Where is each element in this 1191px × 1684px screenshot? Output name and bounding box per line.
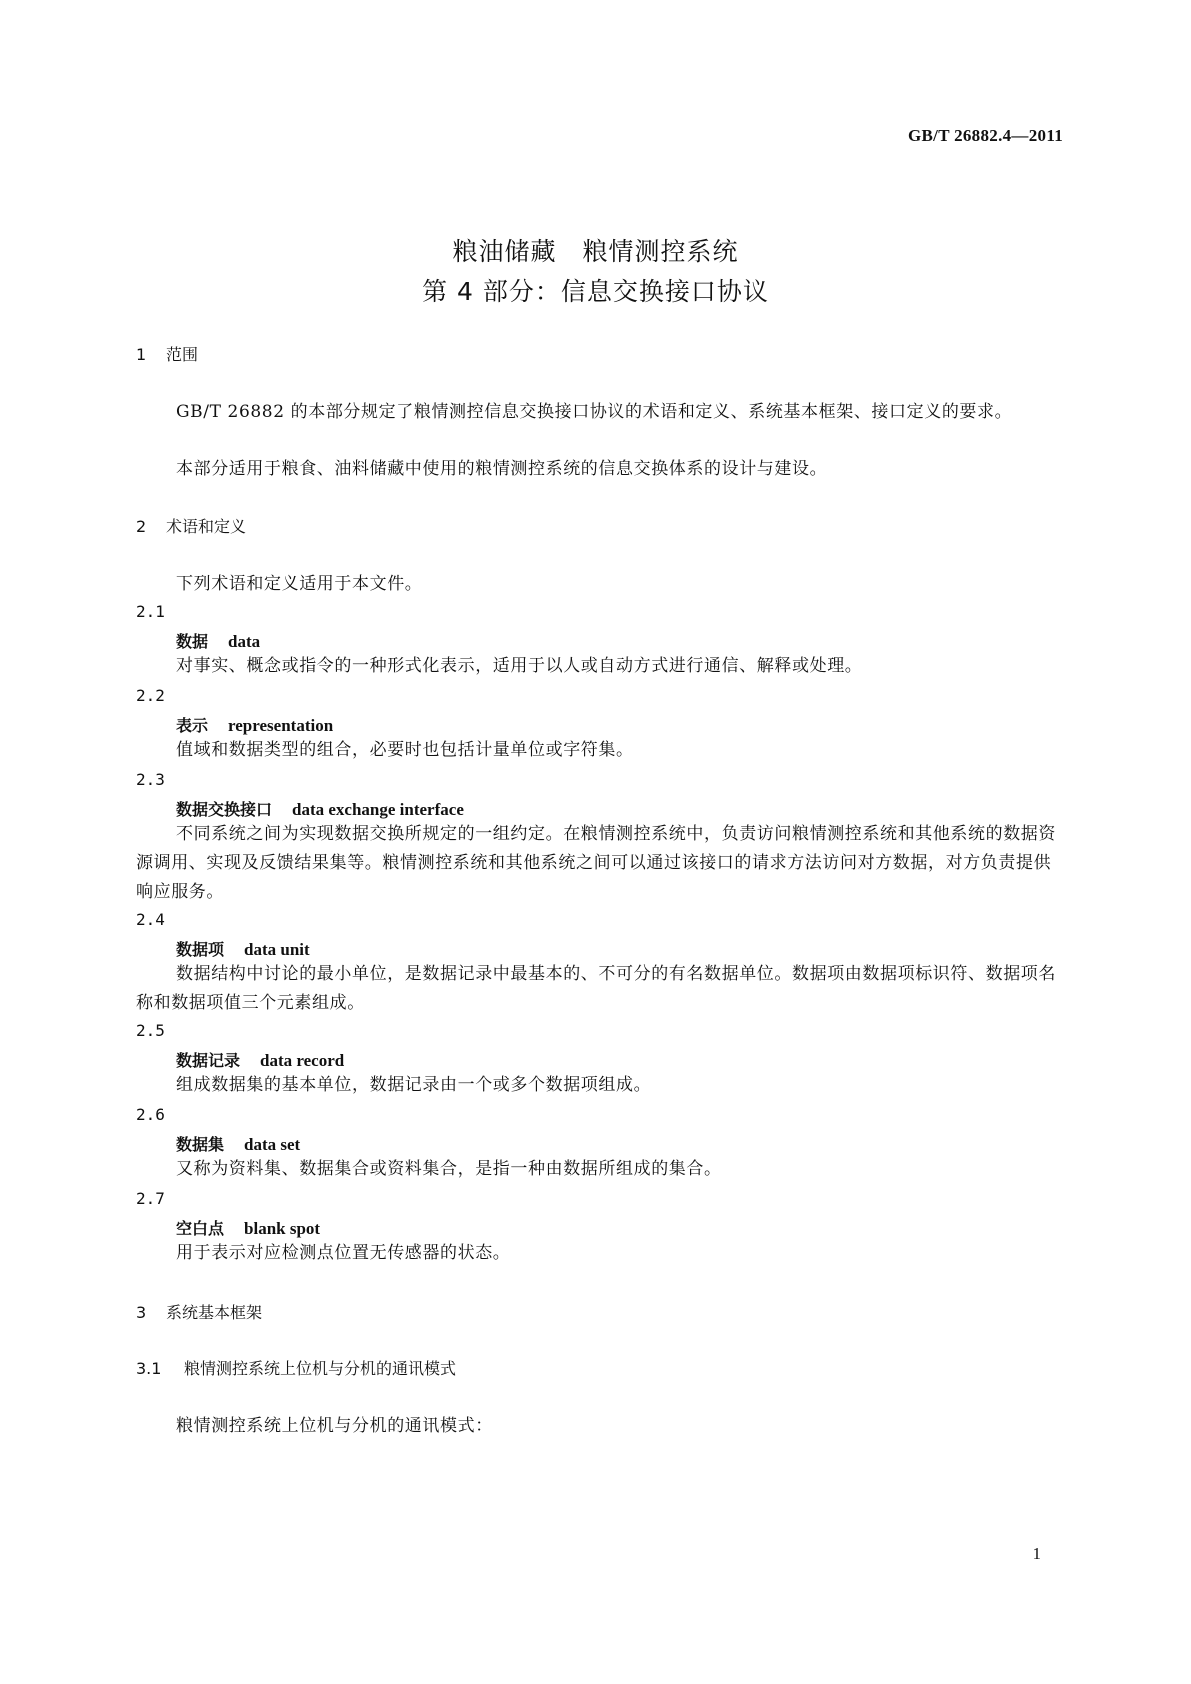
term-number: 2.7 bbox=[136, 1189, 165, 1208]
section-heading-3 bbox=[136, 1300, 262, 1323]
term-definition: 又称为资料集、数据集合或资料集合，是指一种由数据所组成的集合。 bbox=[176, 1159, 722, 1179]
term-name bbox=[176, 797, 464, 820]
section-number: 1 bbox=[136, 345, 147, 364]
section-heading-1 bbox=[136, 342, 198, 365]
page-number: 1 bbox=[1032, 1544, 1041, 1563]
paragraph: 粮情测控系统上位机与分机的通讯模式： bbox=[176, 1416, 493, 1436]
term-number: 2.1 bbox=[136, 602, 165, 621]
term-name-zh: 数据项 bbox=[176, 940, 225, 959]
paragraph: 本部分适用于粮食、油料储藏中使用的粮情测控系统的信息交换体系的设计与建设。 bbox=[176, 459, 828, 479]
section-heading-2 bbox=[136, 514, 246, 537]
term-definition: 对事实、概念或指令的一种形式化表示，适用于以人或自动方式进行通信、解释或处理。 bbox=[176, 656, 863, 676]
section-number: 3 bbox=[136, 1303, 147, 1322]
paragraph: GB/T 26882 的本部分规定了粮情测控信息交换接口协议的术语和定义、系统基本框架、接口定义的要求。 bbox=[176, 402, 1013, 422]
term-definition: 组成数据集的基本单位，数据记录由一个或多个数据项组成。 bbox=[176, 1075, 652, 1095]
term-name-en: data set bbox=[244, 1135, 301, 1154]
term-name-zh: 数据集 bbox=[176, 1135, 225, 1154]
term-name-en: representation bbox=[228, 716, 334, 735]
term-number: 2.4 bbox=[136, 910, 165, 929]
term-name bbox=[176, 1048, 344, 1071]
term-name-en: data record bbox=[260, 1051, 345, 1070]
subsection-heading-3-1 bbox=[136, 1356, 456, 1379]
term-name-zh: 空白点 bbox=[176, 1219, 225, 1238]
term-name-en: data bbox=[228, 632, 261, 651]
term-number: 2.5 bbox=[136, 1021, 165, 1040]
subsection-title: 粮情测控系统上位机与分机的通讯模式 bbox=[184, 1359, 457, 1378]
section-title: 术语和定义 bbox=[166, 517, 247, 536]
subsection-number: 3.1 bbox=[136, 1359, 162, 1378]
section-number: 2 bbox=[136, 517, 147, 536]
term-name-en: blank spot bbox=[244, 1219, 321, 1238]
term-name-zh: 数据记录 bbox=[176, 1051, 241, 1070]
term-name-en: data unit bbox=[244, 940, 310, 959]
document-title-line2: 第 4 部分：信息交换接口协议 bbox=[422, 277, 769, 306]
section-title: 范围 bbox=[166, 345, 199, 364]
term-definition: 数据结构中讨论的最小单位，是数据记录中最基本的、不可分的有名数据单位。数据项由数据项标识符、数据项名称和数据项值三个元素组成。 bbox=[136, 964, 1056, 1013]
term-definition: 值域和数据类型的组合，必要时也包括计量单位或字符集。 bbox=[176, 740, 634, 760]
term-name-zh: 表示 bbox=[176, 716, 209, 735]
term-definition: 用于表示对应检测点位置无传感器的状态。 bbox=[176, 1243, 511, 1263]
term-number: 2.2 bbox=[136, 686, 165, 705]
paragraph: 下列术语和定义适用于本文件。 bbox=[176, 574, 423, 594]
term-name bbox=[176, 1132, 300, 1155]
term-name-zh: 数据 bbox=[176, 632, 209, 651]
term-definition: 不同系统之间为实现数据交换所规定的一组约定。在粮情测控系统中，负责访问粮情测控系统和其他系统的数据资源调用、实现及反馈结果集等。粮情测控系统和其他系统之间可以通过该接口的请求方法访问对方数据，对方负责提供响应服务。 bbox=[136, 824, 1056, 902]
term-number: 2.6 bbox=[136, 1105, 165, 1124]
term-number: 2.3 bbox=[136, 770, 165, 789]
section-title: 系统基本框架 bbox=[166, 1303, 263, 1322]
term-name bbox=[176, 937, 310, 960]
term-name-zh: 数据交换接口 bbox=[176, 800, 273, 819]
term-name bbox=[176, 713, 333, 736]
standard-number: GB/T 26882.4—2011 bbox=[908, 126, 1063, 145]
term-name bbox=[176, 629, 260, 652]
term-name bbox=[176, 1216, 320, 1239]
term-name-en: data exchange interface bbox=[292, 800, 464, 819]
document-title-line1: 粮油储藏 粮情测控系统 bbox=[452, 237, 739, 266]
